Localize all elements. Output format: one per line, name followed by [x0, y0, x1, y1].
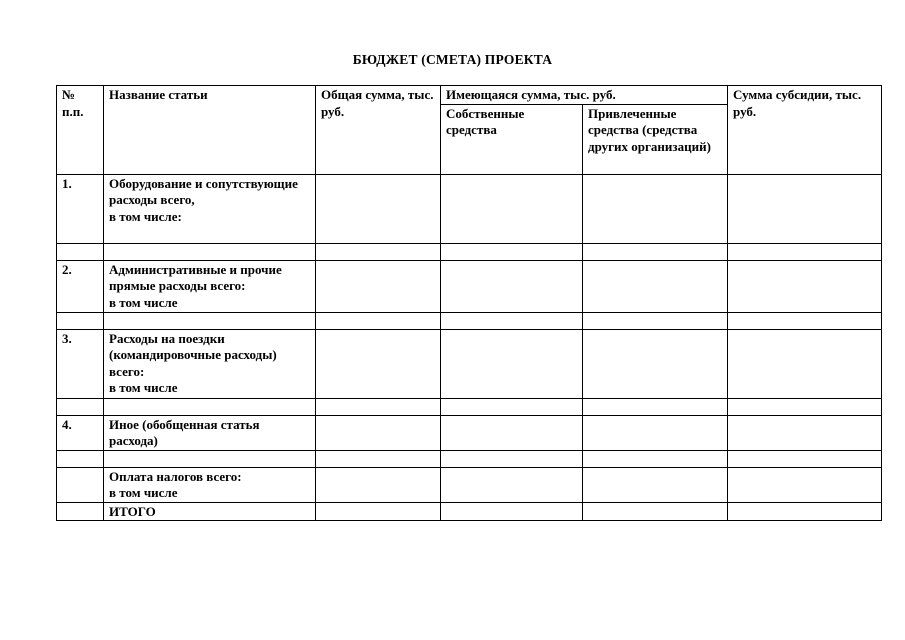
- table-row: [57, 329, 882, 398]
- cell-total[interactable]: [316, 260, 441, 312]
- cell-total[interactable]: [316, 398, 441, 415]
- cell-own[interactable]: [441, 467, 583, 502]
- table-row-blank: [57, 312, 882, 329]
- row-name: [104, 467, 316, 502]
- cell-own[interactable]: [441, 329, 583, 398]
- header-attracted: Привлеченные средства (средства других организаций): [583, 104, 728, 174]
- cell-own[interactable]: [441, 450, 583, 467]
- cell-attracted[interactable]: [583, 260, 728, 312]
- cell-attracted[interactable]: [583, 415, 728, 450]
- cell-subsidy[interactable]: [728, 260, 882, 312]
- cell-own[interactable]: [441, 174, 583, 243]
- cell-total[interactable]: [316, 467, 441, 502]
- row-subtitle: в том числе: [109, 485, 178, 500]
- cell-total[interactable]: [316, 243, 441, 260]
- header-own: Собственные средства: [441, 104, 583, 174]
- cell-own[interactable]: [441, 398, 583, 415]
- table-row-blank: [57, 398, 882, 415]
- row-name: [104, 260, 316, 312]
- cell-attracted[interactable]: [583, 467, 728, 502]
- row-num: [57, 502, 104, 521]
- cell-attracted[interactable]: [583, 312, 728, 329]
- row-num: 4.: [57, 415, 104, 450]
- header-num: № п.п.: [57, 86, 104, 175]
- cell-subsidy[interactable]: [728, 329, 882, 398]
- row-subtitle: в том числе:: [109, 208, 182, 224]
- cell-attracted[interactable]: [583, 243, 728, 260]
- row-title: Оплата налогов всего:: [109, 468, 242, 484]
- header-name: Название статьи: [104, 86, 316, 175]
- table-row: [57, 260, 882, 312]
- cell-attracted[interactable]: [583, 398, 728, 415]
- row-num: [57, 467, 104, 502]
- cell-subsidy[interactable]: [728, 398, 882, 415]
- row-num: 2.: [57, 260, 104, 312]
- cell-attracted[interactable]: [583, 329, 728, 398]
- cell-total[interactable]: [316, 502, 441, 521]
- cell-attracted[interactable]: [583, 502, 728, 521]
- row-title: Административные и прочие прямые расходы всего:: [109, 261, 282, 293]
- cell-subsidy[interactable]: [728, 243, 882, 260]
- table-row-blank: [57, 450, 882, 467]
- row-name: ИТОГО: [104, 502, 316, 521]
- header-subsidy: Сумма субсидии, тыс. руб.: [728, 86, 882, 175]
- table-row-blank: [57, 243, 882, 260]
- cell-subsidy[interactable]: [728, 415, 882, 450]
- header-available: Имеющаяся сумма, тыс. руб.: [441, 86, 728, 105]
- row-name: [104, 329, 316, 398]
- page-title: БЮДЖЕТ (СМЕТА) ПРОЕКТА: [352, 52, 553, 67]
- table-row: [57, 467, 882, 502]
- row-name: [104, 415, 316, 450]
- cell-own[interactable]: [441, 312, 583, 329]
- row-subtitle: в том числе: [109, 380, 178, 395]
- cell-attracted[interactable]: [583, 450, 728, 467]
- cell-own[interactable]: [441, 502, 583, 521]
- total-row: [57, 502, 882, 521]
- cell-total[interactable]: [316, 174, 441, 243]
- row-name: [104, 174, 316, 243]
- row-title: Оборудование и сопутствующие расходы всего,: [109, 175, 298, 207]
- table-row: [57, 174, 882, 243]
- row-num: 1.: [57, 174, 104, 243]
- cell-total[interactable]: [316, 450, 441, 467]
- cell-own[interactable]: [441, 260, 583, 312]
- cell-own[interactable]: [441, 243, 583, 260]
- cell-total[interactable]: [316, 329, 441, 398]
- cell-own[interactable]: [441, 415, 583, 450]
- cell-total[interactable]: [316, 415, 441, 450]
- budget-table: [56, 85, 882, 521]
- cell-subsidy[interactable]: [728, 174, 882, 243]
- row-title: Иное (обобщенная статья расхода): [109, 416, 260, 448]
- row-num: 3.: [57, 329, 104, 398]
- header-row: [57, 86, 882, 105]
- cell-subsidy[interactable]: [728, 450, 882, 467]
- table-row: [57, 415, 882, 450]
- cell-subsidy[interactable]: [728, 502, 882, 521]
- cell-total[interactable]: [316, 312, 441, 329]
- row-subtitle: в том числе: [109, 294, 178, 310]
- cell-subsidy[interactable]: [728, 312, 882, 329]
- header-total: Общая сумма, тыс. руб.: [316, 86, 441, 175]
- cell-attracted[interactable]: [583, 174, 728, 243]
- row-title: Расходы на поездки (командировочные расходы) всего:: [109, 330, 277, 379]
- cell-subsidy[interactable]: [728, 467, 882, 502]
